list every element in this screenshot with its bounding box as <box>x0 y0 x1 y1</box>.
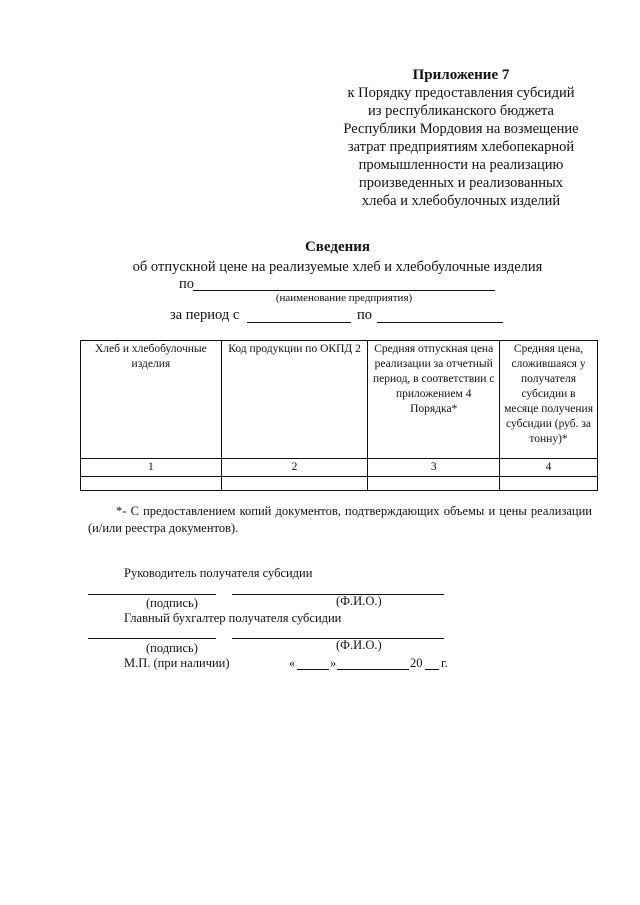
signature-caption: (подпись) <box>146 641 198 655</box>
accountant-title: Главный бухгалтер получателя субсидии <box>124 611 342 625</box>
header-okpd-code: Код продукции по ОКПД 2 <box>221 341 368 459</box>
date-year-prefix: 20 <box>410 656 423 670</box>
header-products: Хлеб и хлебобулочные изделия <box>81 341 222 459</box>
to-label: по <box>357 307 373 323</box>
head-title: Руководитель получателя субсидии <box>124 566 313 580</box>
head-signature-field[interactable] <box>88 594 216 595</box>
appendix-line: затрат предприятиям хлебопекарной <box>347 139 575 155</box>
accountant-signature-field[interactable] <box>88 638 216 639</box>
enterprise-name-field[interactable] <box>193 290 495 291</box>
fio-caption: (Ф.И.О.) <box>336 638 382 652</box>
date-day-field[interactable] <box>297 669 329 670</box>
footnote-text: *- С предоставлением копий документов, подтверждающих объемы и цены реализации (и/или реестра документов). <box>88 504 592 535</box>
appendix-line: произведенных и реализованных <box>358 175 563 191</box>
table-row <box>81 477 598 491</box>
form-subheading: об отпускной цене на реализуемые хлеб и хлебобулочные изделия <box>132 259 543 275</box>
period-label: за период с <box>170 307 240 323</box>
column-number: 1 <box>81 459 222 477</box>
enterprise-caption: (наименование предприятия) <box>275 292 413 304</box>
column-number: 2 <box>221 459 368 477</box>
appendix-line: из республиканского бюджета <box>368 103 554 119</box>
header-avg-recipient-price: Средняя цена, сложившаяся у получателя субсидии в месяце получения субсидии (руб. за тонну)* <box>500 341 598 459</box>
period-to-field[interactable] <box>377 322 503 323</box>
header-avg-release-price: Средняя отпускная цена реализации за отчетный период, в соответствии с приложением 4 Порядка* <box>368 341 500 459</box>
fio-caption: (Ф.И.О.) <box>336 594 382 608</box>
column-number: 4 <box>500 459 598 477</box>
footnote <box>88 503 592 537</box>
table-cell[interactable] <box>500 477 598 491</box>
stamp-label: М.П. (при наличии) <box>124 656 230 670</box>
date-close-quote: » <box>330 656 337 670</box>
appendix-line: к Порядку предоставления субсидий <box>347 85 575 101</box>
by-label: по <box>179 276 195 292</box>
table-cell[interactable] <box>221 477 368 491</box>
table-cell[interactable] <box>81 477 222 491</box>
appendix-line: хлеба и хлебобулочных изделий <box>361 193 561 209</box>
date-year-suffix: г. <box>441 656 448 670</box>
period-from-field[interactable] <box>247 322 351 323</box>
date-month-field[interactable] <box>337 669 409 670</box>
date-open-quote: « <box>289 656 296 670</box>
appendix-line: промышленности на реализацию <box>358 157 564 173</box>
table-number-row <box>81 459 598 477</box>
appendix-line: Республики Мордовия на возмещение <box>343 121 579 137</box>
table-header-row <box>81 341 598 459</box>
date-year-field[interactable] <box>425 669 439 670</box>
column-number: 3 <box>368 459 500 477</box>
signature-caption: (подпись) <box>146 596 198 610</box>
table-cell[interactable] <box>368 477 500 491</box>
form-heading: Сведения <box>304 239 371 255</box>
appendix-header <box>330 66 592 210</box>
appendix-title: Приложение 7 <box>412 67 510 83</box>
prices-table <box>80 340 598 491</box>
